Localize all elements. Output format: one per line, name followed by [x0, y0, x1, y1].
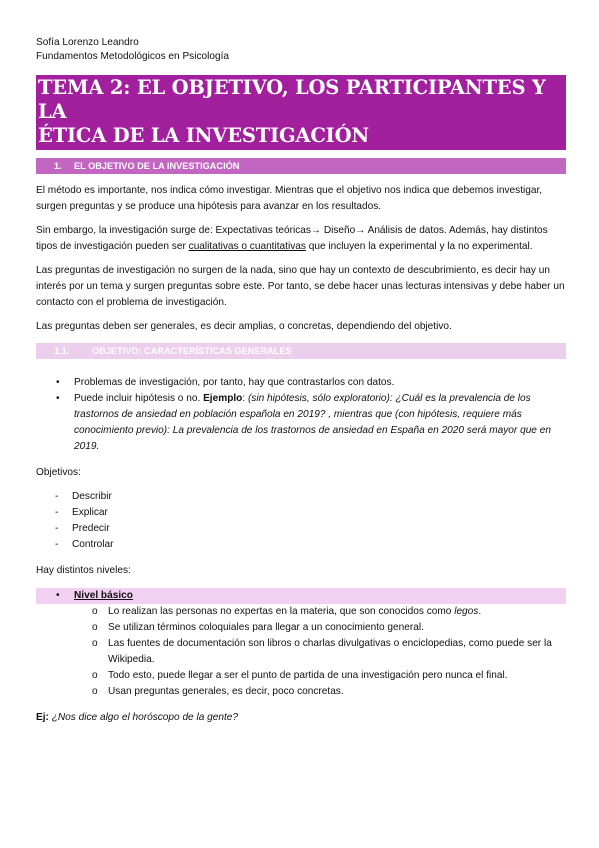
circle-bullet-icon: o [92, 638, 98, 649]
nivel-basico-label: Nivel básico [74, 590, 133, 601]
paragraph-2-text: Sin embargo, la investigación surge de: Expectativas teóricas→ Diseño→ Análisis de datos. Además, hay distintos tipos de investigación pueden ser [36, 225, 548, 252]
list-item [36, 375, 566, 391]
course-name: Fundamentos Metodológicos en Psicología [36, 51, 230, 62]
bullet-icon: • [56, 590, 60, 601]
subsection-label: OBJETIVO: CARACTERÍSTICAS GENERALES [92, 346, 292, 356]
sub-item-text [108, 604, 566, 620]
example-text: (sin hipótesis, sólo exploratorio): ¿Cuál es la prevalencia de los trastornos de ansiedad en población española en 2019? , mientras que (con hipótesis, requiere más conocimiento previo): La prevalencia de los trastornos de ansiedad en España en 2020 será mayor que en 2019. [74, 393, 551, 452]
legos-term: legos [454, 606, 479, 617]
sub-item-text: Todo esto, puede llegar a ser el punto de partida de una investigación pero nunca el final. [108, 670, 508, 681]
paragraph-1: El método es importante, nos indica cómo investigar. Mientras que el objetivo nos indica que debemos investigar, surgen preguntas y se produce una hipótesis para avanzar en los resultados. [36, 185, 543, 212]
section-heading-1 [36, 158, 566, 174]
sub-list-item [36, 636, 566, 668]
list-item [36, 521, 566, 537]
title-line-2: ÉTICA DE LA INVESTIGACIÓN [38, 124, 370, 147]
sub-list-item [36, 604, 566, 620]
author-name: Sofía Lorenzo Leandro [36, 37, 139, 48]
sub-item-start: Lo realizan las personas no expertas en la materia, que son conocidos como [108, 606, 455, 617]
bullet-icon: • [56, 377, 60, 388]
paragraph-4: Las preguntas deben ser generales, es decir amplias, o concretas, dependiendo del objetivo. [36, 321, 452, 332]
subsection-heading-1-1 [36, 343, 566, 359]
section-number: 1. [54, 161, 62, 171]
bullet-text [74, 391, 566, 455]
paragraph-2-end: que incluyen la experimental y la no experimental. [305, 241, 533, 252]
list-item [36, 505, 566, 521]
underlined-text: cualitativas o cuantitativas [188, 241, 306, 252]
bullet-text-start: Puede incluir hipótesis o no. [74, 393, 204, 404]
sub-item-text: Usan preguntas generales, es decir, poco concretas. [108, 686, 344, 697]
objective-item: Describir [72, 491, 112, 502]
paragraph-2 [36, 223, 566, 255]
sub-list-item [36, 668, 566, 684]
paragraph-3: Las preguntas de investigación no surgen de la nada, sino que hay un contexto de descubrimiento, es decir hay un interés por un tema y surgen preguntas sobre este. Por tanto, se debe hacer unas lecturas intensivas y debe haber un contacto con el problema de investigación. [36, 265, 565, 308]
example-colon: : [242, 393, 248, 404]
dash-icon: - [55, 539, 59, 550]
list-item [36, 489, 566, 505]
title-line-1: TEMA 2: EL OBJETIVO, LOS PARTICIPANTES Y LA [38, 76, 546, 123]
circle-bullet-icon: o [92, 622, 98, 633]
sub-list-item [36, 620, 566, 636]
list-item [36, 537, 566, 553]
subsection-number: 1.1. [54, 346, 70, 356]
bullet-icon: • [56, 393, 60, 404]
sub-item-text: Las fuentes de documentación son libros o charlas divulgativas o enciclopedias, como puede ser la Wikipedia. [108, 638, 552, 665]
sub-item-text: Se utilizan términos coloquiales para llegar a un conocimiento general. [108, 622, 424, 633]
niveles-label: Hay distintos niveles: [36, 565, 131, 576]
example-label: Ejemplo [203, 393, 243, 404]
example-question: ¿Nos dice algo el horóscopo de la gente? [48, 712, 239, 723]
objective-item: Explicar [72, 507, 108, 518]
bullet-text: Problemas de investigación, por tanto, hay que contrastarlos con datos. [74, 377, 395, 388]
example-line [36, 710, 566, 726]
document-title [36, 75, 566, 150]
circle-bullet-icon: o [92, 686, 98, 697]
example-prefix: Ej: [36, 712, 49, 723]
list-item [36, 391, 566, 455]
nivel-basico-item [36, 588, 566, 604]
dash-icon: - [55, 523, 59, 534]
objetivos-label: Objetivos: [36, 467, 81, 478]
sub-list-item [36, 684, 566, 700]
sub-item-end: . [478, 606, 482, 617]
section-label: EL OBJETIVO DE LA INVESTIGACIÓN [74, 161, 240, 171]
circle-bullet-icon: o [92, 670, 98, 681]
circle-bullet-icon: o [92, 606, 98, 617]
objective-item: Controlar [72, 539, 114, 550]
document-page [36, 36, 566, 726]
dash-icon: - [55, 507, 59, 518]
dash-icon: - [55, 491, 59, 502]
objective-item: Predecir [72, 523, 110, 534]
